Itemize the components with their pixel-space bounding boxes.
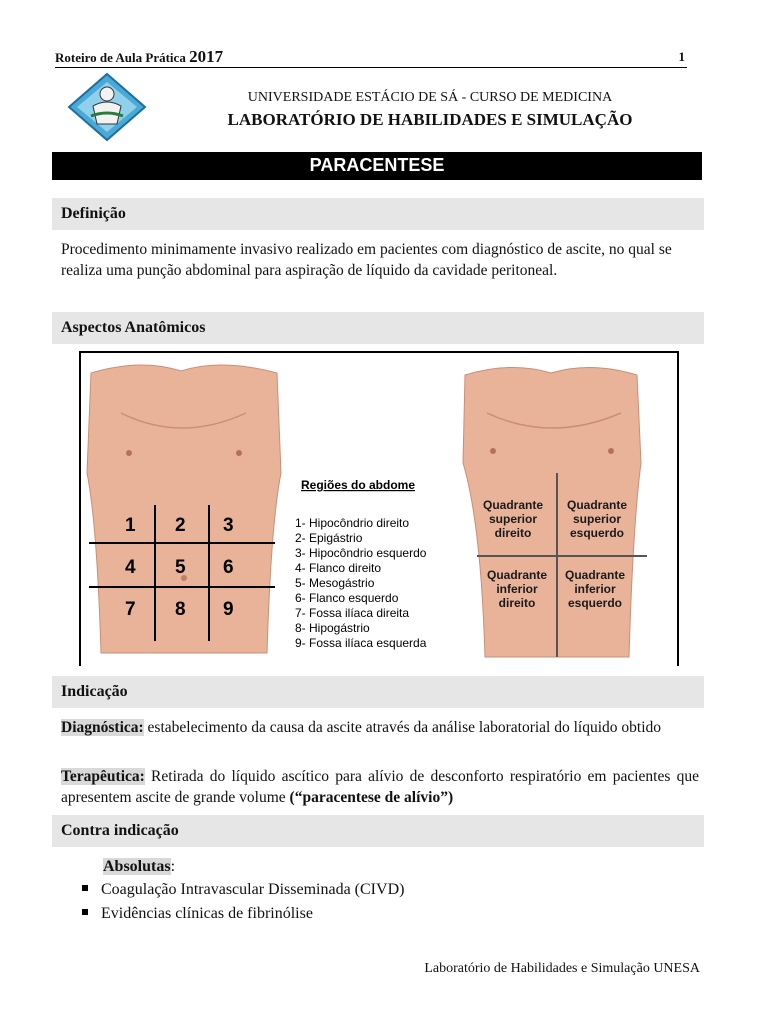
indicacao-terapeutica [61,766,699,808]
absolutas-heading: Absolutas: [103,858,176,875]
region-5: 5- Mesogástrio [295,576,375,590]
university-name: UNIVERSIDADE ESTÁCIO DE SÁ - CURSO DE MEDICINA [247,90,613,105]
list-item: Coagulação Intravascular Disseminada (CIVD) [82,881,404,899]
page-footer: Laboratório de Habilidades e Simulação UNESA [424,961,700,976]
terapeutica-label: Terapêutica: [61,768,145,785]
region-7: 7- Fossa ilíaca direita [295,606,410,620]
quadrant-inf-esq-1: Quadrante [564,568,626,582]
diagnostica-label: Diagnóstica: [61,719,144,736]
anatomy-figure [79,351,679,666]
lab-title: LABORATÓRIO DE HABILIDADES E SIMULAÇÃO [227,110,633,129]
quadrant-sup-dir-1: Quadrante [482,498,544,512]
terapeutica-quote: (“paracentese de alívio”) [289,789,454,806]
quadrant-sup-dir-3: direito [494,526,532,540]
grid-number-1: 1 [125,515,136,536]
bullet-icon [82,885,88,891]
header-title: Roteiro de Aula Prática 2017 [55,47,224,66]
unesa-logo-icon [67,72,147,142]
grid-number-8: 8 [175,599,186,620]
grid-number-2: 2 [175,515,186,536]
grid-number-9: 9 [223,599,234,620]
list-item: Evidências clínicas de fibrinólise [82,905,313,923]
page-number: 1 [678,49,685,64]
grid-number-4: 4 [125,557,136,578]
region-2: 2- Epigástrio [295,531,363,545]
absolutas-label: Absolutas [103,858,171,875]
quadrant-sup-esq-2: superior [572,512,622,526]
grid-number-7: 7 [125,599,136,620]
region-9: 9- Fossa ilíaca esquerda [295,636,427,650]
page-header [55,47,687,68]
region-4: 4- Flanco direito [295,561,382,575]
diagnostica-text: estabelecimento da causa da ascite através da análise laboratorial do líquido obtido [143,719,661,736]
region-6: 6- Flanco esquerdo [295,591,399,605]
terapeutica-text: Retirada do líquido ascítico para alívio de desconforto respiratório em pacientes que apresentem ascite de grande volume [61,768,699,806]
quadrant-inf-dir-2: inferior [496,582,538,596]
region-1: 1- Hipocôndrio direito [295,516,410,530]
document-title: PARACENTESE [52,152,702,180]
grid-number-3: 3 [223,515,234,536]
region-8: 8- Hipogástrio [295,621,370,635]
regions-title: Regiões do abdome [301,478,416,492]
section-heading-indicacao: Indicação [52,676,704,708]
bullet-icon [82,909,88,915]
quadrant-inf-esq-3: esquerdo [567,596,623,610]
region-3: 3- Hipocôndrio esquerdo [295,546,427,560]
section-heading-contra: Contra indicação [52,815,704,847]
indicacao-diagnostica [61,717,701,738]
quadrant-sup-esq-1: Quadrante [566,498,628,512]
quadrant-inf-esq-2: inferior [574,582,616,596]
grid-number-5: 5 [175,557,186,578]
quadrant-sup-dir-2: superior [488,512,538,526]
quadrant-sup-esq-3: esquerdo [569,526,625,540]
quadrant-inf-dir-1: Quadrante [486,568,548,582]
abdomen-regions-illustration [81,353,677,666]
grid-number-6: 6 [223,557,234,578]
quadrant-inf-dir-3: direito [498,596,536,610]
section-heading-aspectos: Aspectos Anatômicos [52,312,704,344]
section-heading-definicao: Definição [52,198,704,230]
definicao-text: Procedimento minimamente invasivo realizado em pacientes com diagnóstico de ascite, no qual se realiza uma punção abdominal para aspiração de líquido da cavidade peritoneal. [61,241,672,279]
